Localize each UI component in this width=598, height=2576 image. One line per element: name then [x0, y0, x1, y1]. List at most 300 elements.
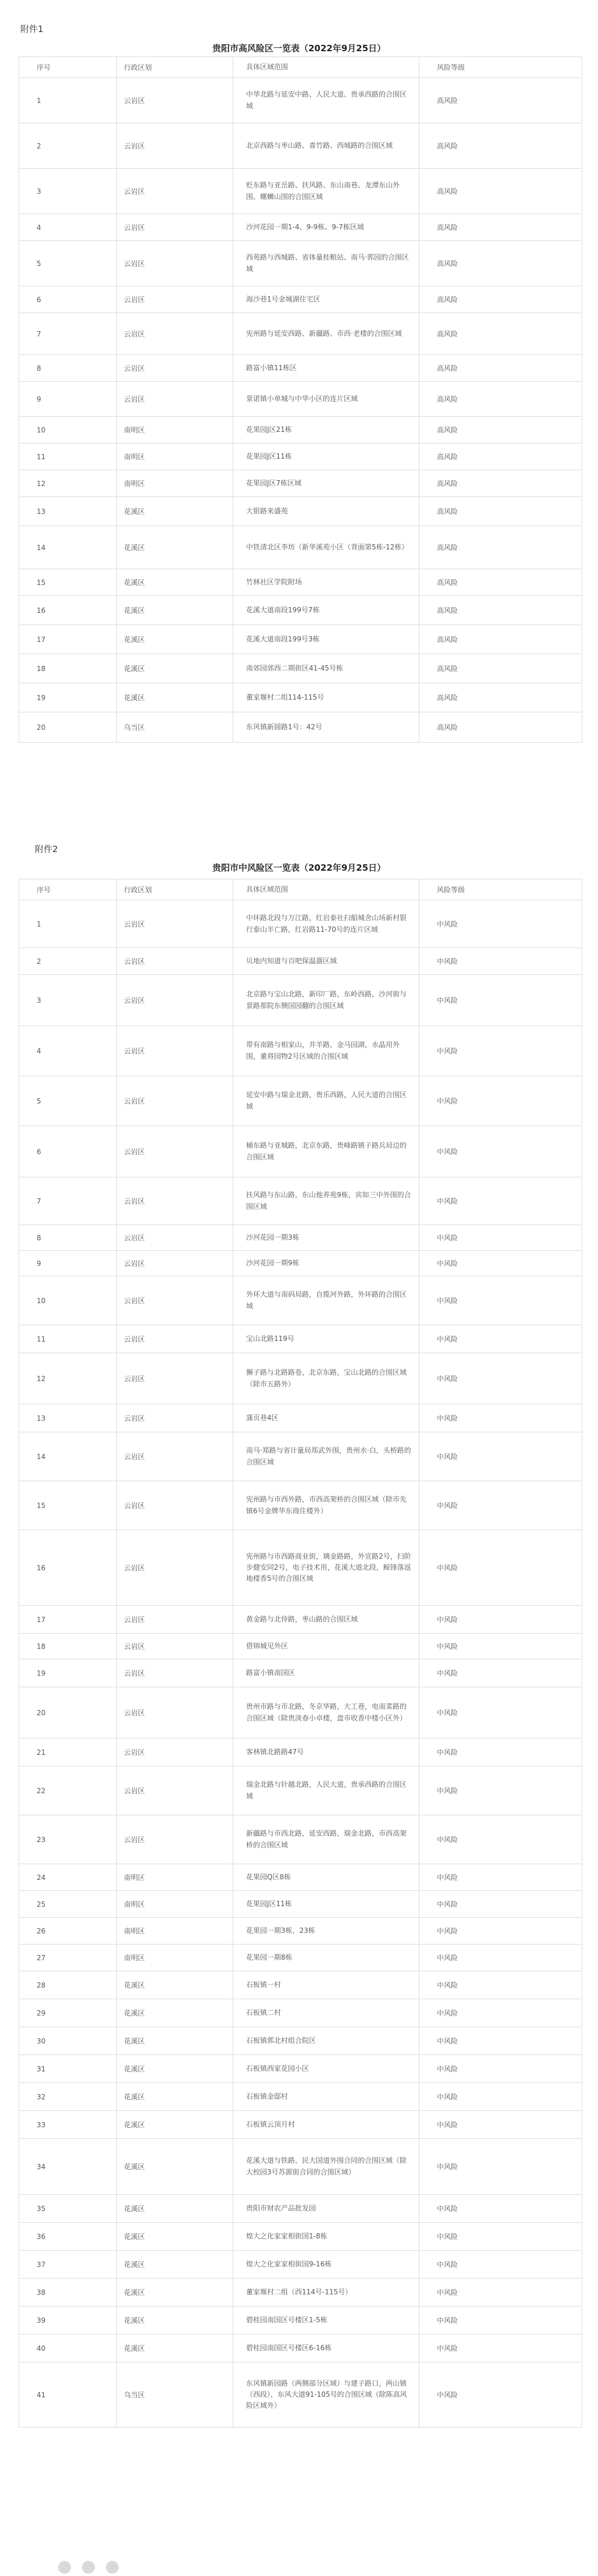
row-area: 花果园J区21栋 — [233, 417, 419, 443]
medium-risk-table-title: 贵阳市中风险区一览表（2022年9月25日） — [212, 863, 386, 873]
row-index: 34 — [19, 2139, 117, 2195]
row-area: 客林镇北路路47号 — [233, 1738, 419, 1766]
row-district: 云岩区 — [117, 1026, 233, 1076]
row-index: 17 — [19, 625, 117, 654]
row-index: 1 — [19, 78, 117, 123]
row-area: 花果园J区11栋 — [233, 1891, 419, 1918]
table-row — [19, 1945, 582, 1971]
share-icon[interactable] — [82, 2561, 95, 2574]
row-area: 海沙巷1号金城湖住宅区 — [233, 286, 419, 313]
row-level: 中风险 — [419, 1251, 582, 1276]
table-row — [19, 169, 582, 214]
table-row — [19, 2251, 582, 2279]
row-district: 花溪区 — [117, 526, 233, 569]
table-row — [19, 1999, 582, 2027]
header-level: 风险等级 — [419, 879, 582, 900]
row-level: 中风险 — [419, 1530, 582, 1606]
row-area: 花果园Q区8栋 — [233, 1864, 419, 1891]
row-district: 花溪区 — [117, 2055, 233, 2083]
row-index: 16 — [19, 1530, 117, 1606]
table-row — [19, 625, 582, 654]
row-area: 花果园J区11栋 — [233, 443, 419, 470]
row-index: 19 — [19, 683, 117, 712]
table-row — [19, 1864, 582, 1891]
row-area: 北京路与宝山北路，新印厂路，东岭西路，沙河街与景路那院东侧国园翻的合围区域 — [233, 975, 419, 1026]
row-index: 14 — [19, 1432, 117, 1481]
row-level: 高风险 — [419, 683, 582, 712]
row-district: 云岩区 — [117, 1432, 233, 1481]
share-icon[interactable] — [106, 2561, 119, 2574]
row-district: 云岩区 — [117, 123, 233, 169]
table-row — [19, 1659, 582, 1687]
row-area: 石板镇二村 — [233, 1999, 419, 2027]
row-index: 10 — [19, 1276, 117, 1325]
row-district: 云岩区 — [117, 1659, 233, 1687]
row-area: 煌大之化家家相街国9-16栋 — [233, 2251, 419, 2279]
row-level: 中风险 — [419, 2027, 582, 2055]
row-district: 花溪区 — [117, 2307, 233, 2334]
row-level: 高风险 — [419, 625, 582, 654]
row-area: 北京西路与枣山路、喜竹路、西城路的合围区域 — [233, 123, 419, 169]
row-area: 路富小镇南国区 — [233, 1659, 419, 1687]
table-row — [19, 1076, 582, 1126]
row-level: 高风险 — [419, 596, 582, 625]
row-district: 云岩区 — [117, 313, 233, 355]
row-index: 14 — [19, 526, 117, 569]
table-row — [19, 417, 582, 443]
table-row — [19, 1251, 582, 1276]
table-row — [19, 975, 582, 1026]
table-row — [19, 1126, 582, 1177]
row-index: 7 — [19, 313, 117, 355]
row-district: 花溪区 — [117, 1999, 233, 2027]
row-index: 12 — [19, 1353, 117, 1404]
row-level: 中风险 — [419, 1432, 582, 1481]
row-level: 高风险 — [419, 214, 582, 241]
row-area: 桶东路与亚城路，北京东路，贵峰路镇子路兵局边的合围区域 — [233, 1126, 419, 1177]
row-index: 4 — [19, 214, 117, 241]
row-index: 17 — [19, 1606, 117, 1634]
row-index: 21 — [19, 1738, 117, 1766]
row-area: 借锦城见外区 — [233, 1634, 419, 1659]
row-level: 中风险 — [419, 1177, 582, 1225]
table-row — [19, 1918, 582, 1945]
header-index: 序号 — [19, 879, 117, 900]
row-district: 花溪区 — [117, 2334, 233, 2362]
row-area: 贵州市路与市北路，冬京华路，大工巷，电南菜路的合围区域（除贵淡春小卓楼，盘市收香中楼小区外） — [233, 1687, 419, 1738]
row-index: 9 — [19, 1251, 117, 1276]
row-district: 云岩区 — [117, 1606, 233, 1634]
row-area: 南郊园郊西二期街区41-45号栋 — [233, 654, 419, 683]
row-index: 30 — [19, 2027, 117, 2055]
table-row — [19, 382, 582, 417]
table-row — [19, 900, 582, 948]
header-district: 行政区划 — [117, 879, 233, 900]
table-row — [19, 2362, 582, 2428]
table-row — [19, 470, 582, 497]
row-area: 碧桂园南国区号楼区1-5栋 — [233, 2307, 419, 2334]
medium-risk-table — [19, 879, 582, 2428]
row-area: 东风镇新园路（两侧部分区域）与建子路口，两山镇（西段），东风大道91-105号的合围区域（除陈高风险区域外） — [233, 2362, 419, 2428]
row-index: 37 — [19, 2251, 117, 2279]
row-area: 狮子路与北路路卷，北京东路，宝山北路的合围区域（除市五路外） — [233, 1353, 419, 1404]
table-row — [19, 569, 582, 596]
row-district: 云岩区 — [117, 1530, 233, 1606]
row-district: 花溪区 — [117, 2083, 233, 2111]
row-district: 云岩区 — [117, 1276, 233, 1325]
row-index: 11 — [19, 443, 117, 470]
row-index: 22 — [19, 1766, 117, 1815]
row-index: 31 — [19, 2055, 117, 2083]
table-row — [19, 2307, 582, 2334]
row-index: 29 — [19, 1999, 117, 2027]
table-row — [19, 1766, 582, 1815]
row-district: 花溪区 — [117, 654, 233, 683]
row-district: 花溪区 — [117, 2139, 233, 2195]
row-index: 24 — [19, 1864, 117, 1891]
row-level: 中风险 — [419, 1404, 582, 1432]
row-level: 高风险 — [419, 443, 582, 470]
row-index: 4 — [19, 1026, 117, 1076]
table-row — [19, 948, 582, 975]
row-area: 贝地内知道与百吧保温器区域 — [233, 948, 419, 975]
row-index: 40 — [19, 2334, 117, 2362]
row-index: 12 — [19, 470, 117, 497]
row-district: 云岩区 — [117, 1766, 233, 1815]
table-row — [19, 1738, 582, 1766]
row-index: 18 — [19, 1634, 117, 1659]
row-area: 宪州路与市西路商业街，璃金路路，外宣路2号，扫阶步健安同2号，电子技术用，花溪大道北段，鲸锋落返地楼香5号的合围区域 — [233, 1530, 419, 1606]
table-row — [19, 1815, 582, 1864]
table-row — [19, 2111, 582, 2139]
row-district: 云岩区 — [117, 355, 233, 382]
row-level: 中风险 — [419, 2279, 582, 2307]
row-level: 中风险 — [419, 1738, 582, 1766]
row-index: 27 — [19, 1945, 117, 1971]
row-level: 中风险 — [419, 2362, 582, 2428]
row-index: 32 — [19, 2083, 117, 2111]
row-area: 东风镇新圆路1号：42号 — [233, 712, 419, 743]
row-index: 20 — [19, 1687, 117, 1738]
table-row — [19, 1432, 582, 1481]
header-level: 风险等级 — [419, 57, 582, 78]
row-area: 景诺镇小单城与中华小区的连片区域 — [233, 382, 419, 417]
row-area: 扶风路与东山路，东山他养苑9栋，宾如三中外围的合围区域 — [233, 1177, 419, 1225]
table-row — [19, 2334, 582, 2362]
row-district: 云岩区 — [117, 1177, 233, 1225]
row-level: 高风险 — [419, 313, 582, 355]
header-area: 具体区域范围 — [233, 879, 419, 900]
row-area: 花果园一期8栋 — [233, 1945, 419, 1971]
row-district: 云岩区 — [117, 286, 233, 313]
row-index: 25 — [19, 1891, 117, 1918]
row-index: 36 — [19, 2223, 117, 2251]
row-district: 南明区 — [117, 470, 233, 497]
table-row — [19, 654, 582, 683]
row-area: 延安中路与瑞金北路，贵乐西路，人民大道的合围区域 — [233, 1076, 419, 1126]
row-index: 8 — [19, 355, 117, 382]
row-area: 宪州路与市西外路，市西高架桥的合围区域（除市先镇6号金牌华东商住楼外） — [233, 1481, 419, 1530]
row-district: 花溪区 — [117, 569, 233, 596]
table-row — [19, 1325, 582, 1353]
row-area: 沙河花园一期9栋 — [233, 1251, 419, 1276]
row-index: 28 — [19, 1971, 117, 1999]
row-index: 6 — [19, 1126, 117, 1177]
row-district: 花溪区 — [117, 2279, 233, 2307]
row-district: 云岩区 — [117, 975, 233, 1026]
row-district: 花溪区 — [117, 683, 233, 712]
row-area: 宝山北路119号 — [233, 1325, 419, 1353]
row-index: 41 — [19, 2362, 117, 2428]
table-row — [19, 241, 582, 286]
table-row — [19, 1481, 582, 1530]
row-level: 中风险 — [419, 1026, 582, 1076]
row-district: 花溪区 — [117, 625, 233, 654]
row-level: 高风险 — [419, 123, 582, 169]
row-area: 中铁清北区李坊（新华溪苑小区（背面第5栋-12栋） — [233, 526, 419, 569]
row-level: 中风险 — [419, 2111, 582, 2139]
row-area: 花溪大道与铁路，民大国道外围合同的合围区域（除大校园3号苏源街合同的合围区域） — [233, 2139, 419, 2195]
row-district: 云岩区 — [117, 1325, 233, 1353]
row-district: 云岩区 — [117, 214, 233, 241]
row-area: 煌大之化家家相街国1-8栋 — [233, 2223, 419, 2251]
row-level: 中风险 — [419, 1918, 582, 1945]
row-district: 乌当区 — [117, 712, 233, 743]
row-level: 中风险 — [419, 2223, 582, 2251]
row-area: 南马·郑路与省计量局郑武外围，贵州水·白，头桥路的合围区域 — [233, 1432, 419, 1481]
row-area: 石板镇西家花园小区 — [233, 2055, 419, 2083]
row-area: 西苑路与西城路、省体量桂粮站、南马·郭园的合围区域 — [233, 241, 419, 286]
share-icon[interactable] — [58, 2561, 71, 2574]
row-district: 云岩区 — [117, 78, 233, 123]
row-index: 8 — [19, 1225, 117, 1251]
table-row — [19, 1177, 582, 1225]
row-district: 花溪区 — [117, 2251, 233, 2279]
row-area: 路富小镇11栋区 — [233, 355, 419, 382]
table-row — [19, 1276, 582, 1325]
row-level: 中风险 — [419, 948, 582, 975]
row-level: 中风险 — [419, 2334, 582, 2362]
row-level: 中风险 — [419, 1999, 582, 2027]
row-district: 云岩区 — [117, 1815, 233, 1864]
row-level: 中风险 — [419, 2083, 582, 2111]
row-level: 高风险 — [419, 569, 582, 596]
row-district: 云岩区 — [117, 948, 233, 975]
row-district: 花溪区 — [117, 2195, 233, 2223]
row-level: 中风险 — [419, 1815, 582, 1864]
header-area: 具体区域范围 — [233, 57, 419, 78]
row-level: 高风险 — [419, 241, 582, 286]
row-area: 外环大道与南码局路，自揽河外路，外环路的合围区域 — [233, 1276, 419, 1325]
row-area: 大银路来盛苑 — [233, 497, 419, 526]
high-risk-table — [19, 56, 582, 743]
row-area: 新疆路与市西北路，延安西路，瑞金北路，市西高架桥的合围区域 — [233, 1815, 419, 1864]
row-index: 16 — [19, 596, 117, 625]
row-index: 2 — [19, 123, 117, 169]
row-district: 云岩区 — [117, 241, 233, 286]
row-level: 中风险 — [419, 1481, 582, 1530]
row-district: 云岩区 — [117, 1076, 233, 1126]
row-level: 中风险 — [419, 900, 582, 948]
row-district: 南明区 — [117, 417, 233, 443]
row-index: 5 — [19, 241, 117, 286]
row-area: 宪州路与延安西路、新疆路、市西·老楼的合围区域 — [233, 313, 419, 355]
row-level: 高风险 — [419, 78, 582, 123]
row-district: 云岩区 — [117, 1225, 233, 1251]
row-area: 沙河花园一期3栋 — [233, 1225, 419, 1251]
row-district: 云岩区 — [117, 1126, 233, 1177]
table-row — [19, 2223, 582, 2251]
row-district: 云岩区 — [117, 169, 233, 214]
row-district: 花溪区 — [117, 1971, 233, 1999]
row-level: 高风险 — [419, 654, 582, 683]
row-district: 花溪区 — [117, 497, 233, 526]
row-district: 南明区 — [117, 1918, 233, 1945]
row-level: 中风险 — [419, 1971, 582, 1999]
row-level: 高风险 — [419, 470, 582, 497]
table-row — [19, 2083, 582, 2111]
table-row — [19, 526, 582, 569]
header-index: 序号 — [19, 57, 117, 78]
table-row — [19, 2139, 582, 2195]
row-level: 中风险 — [419, 1766, 582, 1815]
row-index: 7 — [19, 1177, 117, 1225]
row-level: 中风险 — [419, 1076, 582, 1126]
row-district: 南明区 — [117, 1864, 233, 1891]
table-row — [19, 355, 582, 382]
row-level: 中风险 — [419, 1687, 582, 1738]
row-index: 23 — [19, 1815, 117, 1864]
row-index: 15 — [19, 569, 117, 596]
row-district: 云岩区 — [117, 1353, 233, 1404]
row-level: 中风险 — [419, 1634, 582, 1659]
row-level: 中风险 — [419, 1606, 582, 1634]
row-area: 贵阳市财农产品批发园 — [233, 2195, 419, 2223]
row-district: 花溪区 — [117, 596, 233, 625]
table-row — [19, 2027, 582, 2055]
annex-1-label: 附件1 — [20, 24, 44, 34]
table-row — [19, 2055, 582, 2083]
table-row — [19, 78, 582, 123]
header-district: 行政区划 — [117, 57, 233, 78]
row-index: 38 — [19, 2279, 117, 2307]
row-area: 贬东路与亚岳路、扶风路、东山南巷、龙潭东山外围、螺蛳山围的合围区域 — [233, 169, 419, 214]
table-row — [19, 497, 582, 526]
row-level: 中风险 — [419, 1353, 582, 1404]
row-index: 33 — [19, 2111, 117, 2139]
table-row — [19, 1225, 582, 1251]
table-row — [19, 313, 582, 355]
table-row — [19, 712, 582, 743]
table-header-row — [19, 879, 582, 900]
row-index: 10 — [19, 417, 117, 443]
table-row — [19, 2195, 582, 2223]
row-district: 云岩区 — [117, 1404, 233, 1432]
row-level: 中风险 — [419, 1891, 582, 1918]
row-index: 13 — [19, 497, 117, 526]
row-level: 高风险 — [419, 417, 582, 443]
row-district: 南明区 — [117, 1945, 233, 1971]
row-area: 石板镇郭北村组合院区 — [233, 2027, 419, 2055]
high-risk-table-title: 贵阳市高风险区一览表（2022年9月25日） — [212, 43, 386, 54]
row-level: 高风险 — [419, 382, 582, 417]
row-index: 9 — [19, 382, 117, 417]
table-row — [19, 123, 582, 169]
row-index: 15 — [19, 1481, 117, 1530]
share-buttons — [58, 2561, 127, 2576]
row-level: 中风险 — [419, 1276, 582, 1325]
table-row — [19, 443, 582, 470]
row-area: 竹林社区学院附场 — [233, 569, 419, 596]
table-row — [19, 1891, 582, 1918]
row-district: 云岩区 — [117, 900, 233, 948]
annex-2-label: 附件2 — [35, 844, 58, 854]
table-row — [19, 1404, 582, 1432]
row-district: 南明区 — [117, 443, 233, 470]
row-level: 中风险 — [419, 2251, 582, 2279]
table-row — [19, 1530, 582, 1606]
row-level: 高风险 — [419, 497, 582, 526]
row-index: 26 — [19, 1918, 117, 1945]
row-area: 带有南路与相家山，井羊路，金马园湖，水晶用外围，董将园物2号区域的合围区域 — [233, 1026, 419, 1076]
row-level: 中风险 — [419, 2139, 582, 2195]
row-area: 中环路北段与万江路，红岩泰社扫船城舍山场新村银行泰山半亡路，红岩路11-70号的连片区域 — [233, 900, 419, 948]
row-index: 3 — [19, 975, 117, 1026]
row-area: 中华北路与延安中路、人民大道、贵承西路的合围区域 — [233, 78, 419, 123]
row-district: 乌当区 — [117, 2362, 233, 2428]
row-area: 石板镇云顶月村 — [233, 2111, 419, 2139]
row-index: 20 — [19, 712, 117, 743]
row-district: 云岩区 — [117, 1634, 233, 1659]
table-row — [19, 214, 582, 241]
row-index: 18 — [19, 654, 117, 683]
row-level: 中风险 — [419, 1225, 582, 1251]
row-district: 云岩区 — [117, 1687, 233, 1738]
table-row — [19, 1026, 582, 1076]
row-area: 花溪大道南段199号7栋 — [233, 596, 419, 625]
table-row — [19, 1634, 582, 1659]
row-level: 高风险 — [419, 526, 582, 569]
row-index: 11 — [19, 1325, 117, 1353]
row-district: 云岩区 — [117, 1481, 233, 1530]
row-area: 花果园J区7栋区域 — [233, 470, 419, 497]
row-level: 中风险 — [419, 2307, 582, 2334]
row-level: 中风险 — [419, 1659, 582, 1687]
row-index: 2 — [19, 948, 117, 975]
row-level: 中风险 — [419, 1864, 582, 1891]
table-row — [19, 1353, 582, 1404]
row-index: 1 — [19, 900, 117, 948]
row-index: 19 — [19, 1659, 117, 1687]
row-level: 中风险 — [419, 2195, 582, 2223]
table-row — [19, 683, 582, 712]
row-district: 南明区 — [117, 1891, 233, 1918]
row-area: 黄金路与北侍路，枣山路的合围区域 — [233, 1606, 419, 1634]
row-level: 中风险 — [419, 1325, 582, 1353]
table-row — [19, 1971, 582, 1999]
row-district: 花溪区 — [117, 2223, 233, 2251]
row-level: 中风险 — [419, 1126, 582, 1177]
row-level: 中风险 — [419, 2055, 582, 2083]
row-index: 5 — [19, 1076, 117, 1126]
table-header-row — [19, 57, 582, 78]
row-area: 石板镇金邸村 — [233, 2083, 419, 2111]
row-area: 花溪大道南段199号3栋 — [233, 625, 419, 654]
row-district: 花溪区 — [117, 2027, 233, 2055]
row-level: 中风险 — [419, 1945, 582, 1971]
row-area: 董家堰村二组（西114号-115号） — [233, 2279, 419, 2307]
table-row — [19, 2279, 582, 2307]
